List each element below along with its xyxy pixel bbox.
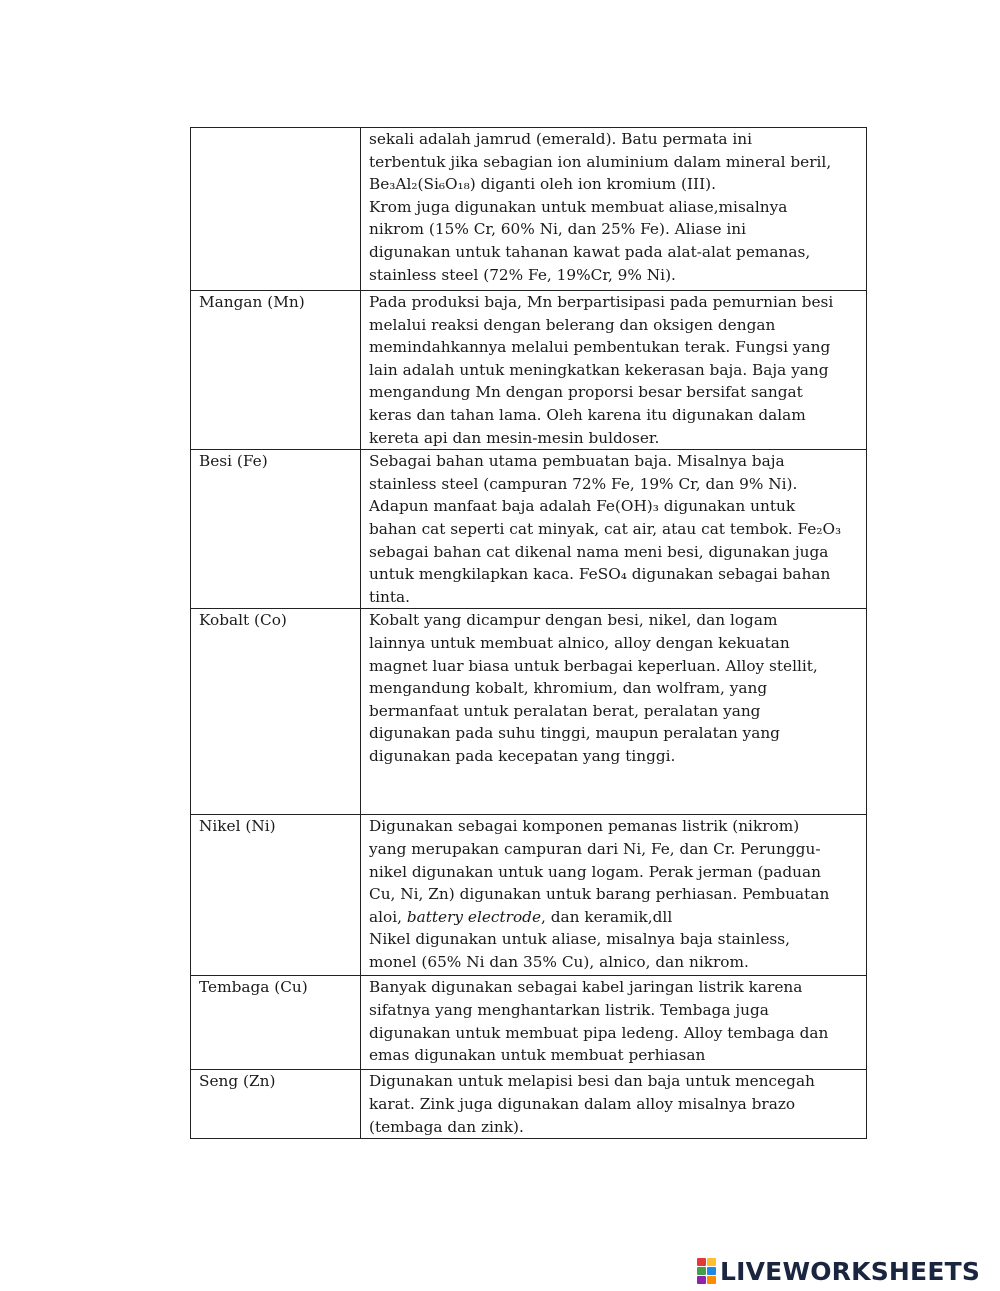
element-description-cell (361, 815, 867, 976)
element-name-cell: Tembaga (Cu) (191, 976, 361, 1070)
description-line: melalui reaksi dengan belerang dan oksigen dengan (369, 315, 776, 334)
description-line: Digunakan sebagai komponen pemanas listrik (nikrom) (369, 817, 800, 836)
description-line: lain adalah untuk meningkatkan kekerasan baja. Baja yang (369, 360, 829, 379)
elements-table (190, 127, 867, 1139)
element-description-cell (361, 609, 867, 815)
description-line: digunakan untuk tahanan kawat pada alat-alat pemanas, (369, 242, 811, 261)
table-row (191, 1070, 867, 1139)
element-description-cell (361, 1070, 867, 1139)
description-line: Digunakan untuk melapisi besi dan baja untuk mencegah (369, 1072, 815, 1091)
description-line: bermanfaat untuk peralatan berat, peralatan yang (369, 701, 761, 720)
description-line: Cu, Ni, Zn) digunakan untuk barang perhiasan. Pembuatan (369, 885, 830, 904)
logo-block (697, 1276, 706, 1284)
description-line: Be₃Al₂(Si₆O₁₈) diganti oleh ion kromium (III). (369, 175, 716, 194)
element-description-cell (361, 291, 867, 450)
description-line: digunakan pada suhu tinggi, maupun peralatan yang (369, 724, 780, 743)
logo-blocks-icon (697, 1258, 716, 1284)
description-line: (tembaga dan zink). (369, 1117, 524, 1136)
description-line: nikrom (15% Cr, 60% Ni, dan 25% Fe). Aliase ini (369, 220, 747, 239)
description-line: untuk mengkilapkan kaca. FeSO₄ digunakan sebagai bahan (369, 565, 831, 584)
element-name-cell: Nikel (Ni) (191, 815, 361, 976)
element-description-cell (361, 976, 867, 1070)
description-line: keras dan tahan lama. Oleh karena itu digunakan dalam (369, 405, 806, 424)
description-line: nikel digunakan untuk uang logam. Perak jerman (paduan (369, 862, 821, 881)
logo-block (707, 1258, 716, 1266)
description-line: digunakan untuk membuat pipa ledeng. Alloy tembaga dan (369, 1023, 829, 1042)
description-line: stainless steel (72% Fe, 19%Cr, 9% Ni). (369, 265, 676, 284)
table-row (191, 815, 867, 976)
table-row (191, 609, 867, 815)
description-line: Sebagai bahan utama pembuatan baja. Misalnya baja (369, 452, 785, 471)
description-line: sebagai bahan cat dikenal nama meni besi, digunakan juga (369, 542, 829, 561)
description-line: Banyak digunakan sebagai kabel jaringan listrik karena (369, 978, 803, 997)
description-line: terbentuk jika sebagian ion aluminium dalam mineral beril, (369, 152, 832, 171)
description-line: Adapun manfaat baja adalah Fe(OH)₃ digunakan untuk (369, 497, 796, 516)
element-name-cell: Kobalt (Co) (191, 609, 361, 815)
description-line: Nikel digunakan untuk aliase, misalnya baja stainless, (369, 930, 790, 949)
description-line: emas digunakan untuk membuat perhiasan (369, 1046, 706, 1065)
element-description-cell (361, 128, 867, 291)
description-line: bahan cat seperti cat minyak, cat air, atau cat tembok. Fe₂O₃ (369, 519, 842, 538)
element-name-cell: Mangan (Mn) (191, 291, 361, 450)
table-row (191, 291, 867, 450)
description-line: Krom juga digunakan untuk membuat aliase,misalnya (369, 197, 788, 216)
description-line: kereta api dan mesin-mesin buldoser. (369, 428, 660, 447)
element-name-cell (191, 128, 361, 291)
element-description-cell (361, 450, 867, 609)
description-line: lainnya untuk membuat alnico, alloy dengan kekuatan (369, 633, 790, 652)
description-line: stainless steel (campuran 72% Fe, 19% Cr, dan 9% Ni). (369, 474, 798, 493)
table-row (191, 128, 867, 291)
description-line: mengandung kobalt, khromium, dan wolfram, yang (369, 679, 768, 698)
description-line: sekali adalah jamrud (emerald). Batu permata ini (369, 130, 753, 148)
description-line: digunakan pada kecepatan yang tinggi. (369, 746, 676, 765)
description-line: memindahkannya melalui pembentukan terak. Fungsi yang (369, 338, 831, 357)
description-line: Pada produksi baja, Mn berpartisipasi pada pemurnian besi (369, 293, 834, 311)
logo-text: LIVEWORKSHEETS (720, 1256, 981, 1286)
description-line: magnet luar biasa untuk berbagai keperluan. Alloy stellit, (369, 656, 818, 675)
description-line: karat. Zink juga digunakan dalam alloy misalnya brazo (369, 1094, 796, 1113)
table-row (191, 976, 867, 1070)
element-name-cell: Besi (Fe) (191, 450, 361, 609)
logo-block (697, 1267, 706, 1275)
table-row (191, 450, 867, 609)
description-text: , dan keramik,dll (541, 907, 673, 926)
liveworksheets-logo (697, 1256, 991, 1286)
description-line: monel (65% Ni dan 35% Cu), alnico, dan nikrom. (369, 952, 749, 971)
logo-block (697, 1258, 706, 1266)
logo-block (707, 1276, 716, 1284)
description-line: Kobalt yang dicampur dengan besi, nikel, dan logam (369, 611, 778, 630)
description-text: aloi, (369, 907, 407, 926)
description-line (369, 906, 858, 929)
logo-block (707, 1267, 716, 1275)
italic-term: battery electrode (406, 907, 541, 926)
description-line: sifatnya yang menghantarkan listrik. Tembaga juga (369, 1000, 769, 1019)
description-line: yang merupakan campuran dari Ni, Fe, dan Cr. Perunggu- (369, 839, 821, 858)
description-line: mengandung Mn dengan proporsi besar bersifat sangat (369, 383, 803, 402)
element-name-cell: Seng (Zn) (191, 1070, 361, 1139)
description-line: tinta. (369, 587, 411, 606)
